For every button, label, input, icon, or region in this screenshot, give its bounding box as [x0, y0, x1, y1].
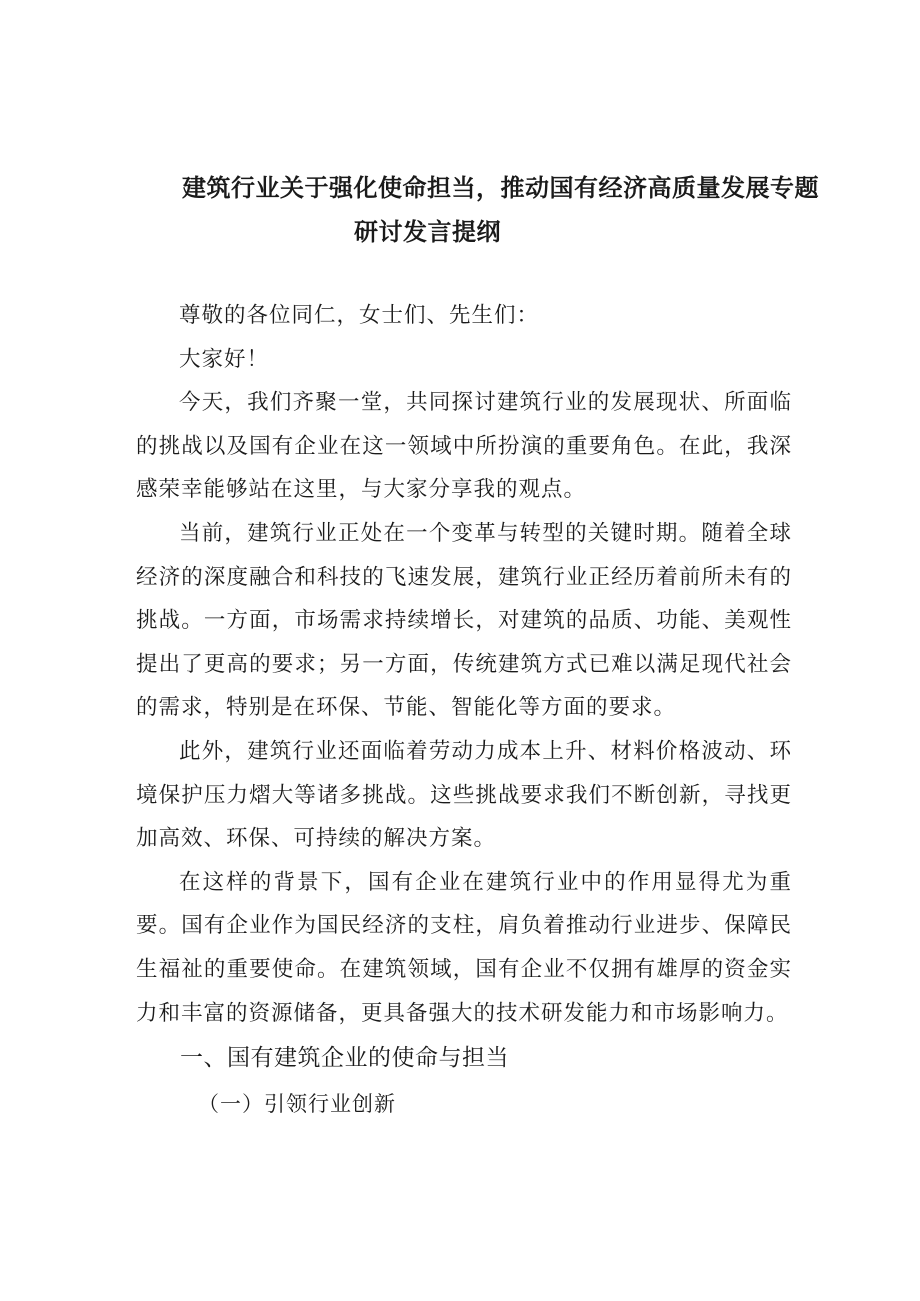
paragraph-challenges: 此外，建筑行业还面临着劳动力成本上升、材料价格波动、环境保护压力熠大等诸多挑战。这些挑战要求我们不断创新，寻找更加高效、环保、可持续的解决方案。 — [136, 738, 792, 852]
paragraph-state-owned-role: 在这样的背景下，国有企业在建筑行业中的作用显得尤为重要。国有企业作为国民经济的支柱，肩负着推动行业进步、保障民生福祉的重要使命。在建筑领域，国有企业不仅拥有雄厚的资金实力和丰富的资源储备，更具备强大的技术研发能力和市场影响力。 — [136, 869, 792, 1026]
paragraph-intro: 今天，我们齐聚一堂，共同探讨建筑行业的发展现状、所面临的挑战以及国有企业在这一领域中所扮演的重要角色。在此，我深感荣幸能够站在这里，与大家分享我的观点。 — [136, 390, 792, 503]
section-heading: 一、国有建筑企业的使命与担当 — [180, 1045, 509, 1072]
title-line-2: 研讨发言提纲 — [354, 218, 501, 246]
document-body — [136, 294, 792, 1127]
greeting: 大家好！ — [179, 346, 270, 372]
paragraph-current-situation: 当前，建筑行业正处在一个变革与转型的关键时期。随着全球经济的深度融合和科技的飞速发展，建筑行业正经历着前所未有的挑战。一方面，市场需求持续增长，对建筑的品质、功能、美观性提出了更高的要求；另一方面，传统建筑方式已难以满足现代社会的需求，特别是在环保、节能、智能化等方面的要求。 — [136, 520, 792, 721]
subsection-heading: （一）引领行业创新 — [198, 1092, 396, 1117]
document-title — [182, 166, 822, 254]
title-line-1: 建筑行业关于强化使命担当，推动国有经济高质量发展专题 — [182, 174, 819, 202]
salutation: 尊敬的各位同仁，女士们、先生们： — [179, 303, 540, 328]
